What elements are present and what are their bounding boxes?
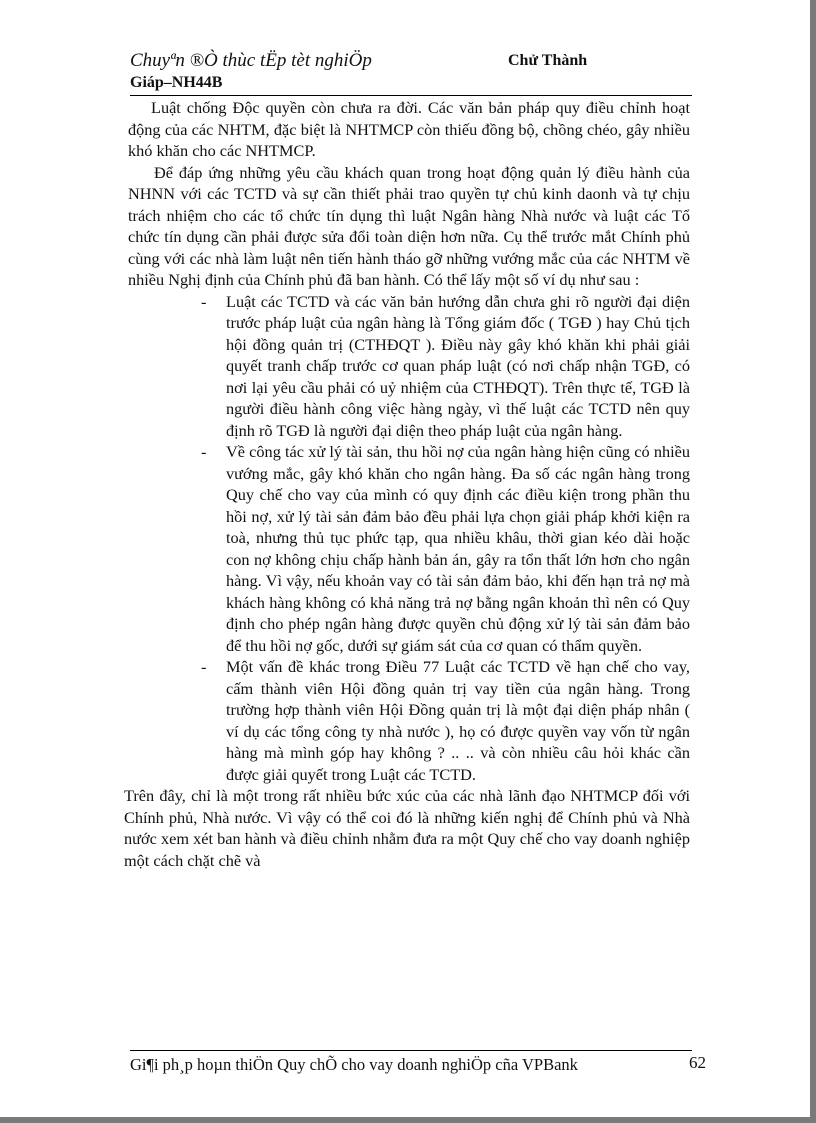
bullet-dash: - xyxy=(201,442,207,461)
bullet-text: Một vấn đề khác trong Điều 77 Luật các TCTD về hạn chế cho vay, cấm thành viên Hội đồng quản trị vay tiền của ngân hàng. Trong trường hợp thành viên Hội Đồng quản trị là một đại diện pháp nhân ( ví dụ các tổng công ty nhà nước ), họ có được quyền vay vốn từ ngân hàng mà mình góp hay không ? .. .. và còn nhiều câu hỏi khác cần được giải quyết trong Luật các TCTD. xyxy=(226,657,690,784)
bullet-text: Về công tác xử lý tài sản, thu hồi nợ của ngân hàng hiện cũng có nhiều vướng mắc, gây khó khăn cho ngân hàng. Đa số các ngân hàng trong Quy chế cho vay của mình có quy định các điều kiện trong phần thu hồi nợ, xử lý tài sản đảm bảo đều phải lựa chọn giải pháp khởi kiện ra toà, nhưng thủ tục phức tạp, qua nhiều khâu, thời gian kéo dài hoặc con nợ không chịu chấp hành bản án, gây ra tổn thất lớn hơn cho ngân hàng. Vì vậy, nếu khoản vay có tài sản đảm bảo, khi đến hạn trả nợ mà khách hàng không có khả năng trả nợ bằng ngân khoản thì nên có Quy định cho phép ngân hàng được quyền chủ động xử lý tài sản đảm bảo để thu hồi nợ gốc, dưới sự giám sát của cơ quan có thẩm quyền. xyxy=(226,442,690,655)
paragraph-requirements: Để đáp ứng những yêu cầu khách quan trong hoạt động quản lý điều hành của NHNN với các TCTD và sự cần thiết phải trao quyền tự chủ kinh daonh và tự chịu trách nhiệm cho các tổ chức tín dụng thì luật Ngân hàng Nhà nước và luật các Tổ chức tín dụng cần phải được sửa đổi toàn diện hơn nữa. Cụ thể trước mắt Chính phủ cùng với các nhà làm luật nên tiến hành tháo gỡ những vướng mắc của các NHTM về nhiều Nghị định của Chính phủ đã ban hành. Có thể lấy một số ví dụ như sau : xyxy=(128,162,690,289)
page-header xyxy=(130,50,690,94)
page-number: 62 xyxy=(689,1053,706,1072)
header-author: Chử Thành xyxy=(508,52,588,69)
list-item xyxy=(128,441,690,656)
page-footer xyxy=(130,1050,706,1080)
bullet-dash: - xyxy=(201,291,207,311)
body-text xyxy=(124,97,690,871)
list-item xyxy=(128,656,690,785)
bullet-dash: - xyxy=(201,657,207,676)
header-rule xyxy=(130,95,692,96)
header-title: Chuyªn ®Ò thùc tËp tèt nghiÖp xyxy=(130,50,372,71)
bullet-text: Luật các TCTD và các văn bản hướng dẫn chưa ghi rõ người đại diện trước pháp luật của ngân hàng là Tổng giám đốc ( TGĐ ) hay Chủ tịch hội đồng quản trị (CTHĐQT ). Điều này gây khó khăn khi phải giải quyết tranh chấp trước cơ quan pháp luật (có nơi chấp nhận TGĐ, có nơi lại yêu cầu phải có uỷ nhiệm của CTHĐQT). Trên thực tế, TGĐ là người điều hành công việc hàng ngày, vì thế luật các TCTD nên quy định rõ TGĐ là người đại diện theo pháp luật của ngân hàng. xyxy=(226,291,690,440)
header-class-code: Giáp–NH44B xyxy=(130,74,223,91)
closing-paragraph: Trên đây, chỉ là một trong rất nhiều bức xúc của các nhà lãnh đạo NHTMCP đối với Chính phủ, Nhà nước. Vì vậy có thể coi đó là những kiến nghị để Chính phủ và Nhà nước xem xét ban hành và điều chỉnh nhằm đưa ra một Quy chế cho vay doanh nghiệp một cách chặt chẽ và xyxy=(124,786,690,870)
list-item xyxy=(128,291,690,442)
bullet-list xyxy=(128,291,690,786)
footer-title: Gi¶i ph¸p hoµn thiÖn Quy chÕ cho vay doanh nghiÖp cña VPBank xyxy=(130,1055,578,1074)
footer-rule xyxy=(130,1050,692,1051)
intro-paragraph: Luật chống Độc quyền còn chưa ra đời. Các văn bản pháp quy điều chỉnh hoạt động của các NHTM, đặc biệt là NHTMCP còn thiếu đồng bộ, chồng chéo, gây nhiều khó khăn cho các NHTMCP. xyxy=(128,98,690,160)
